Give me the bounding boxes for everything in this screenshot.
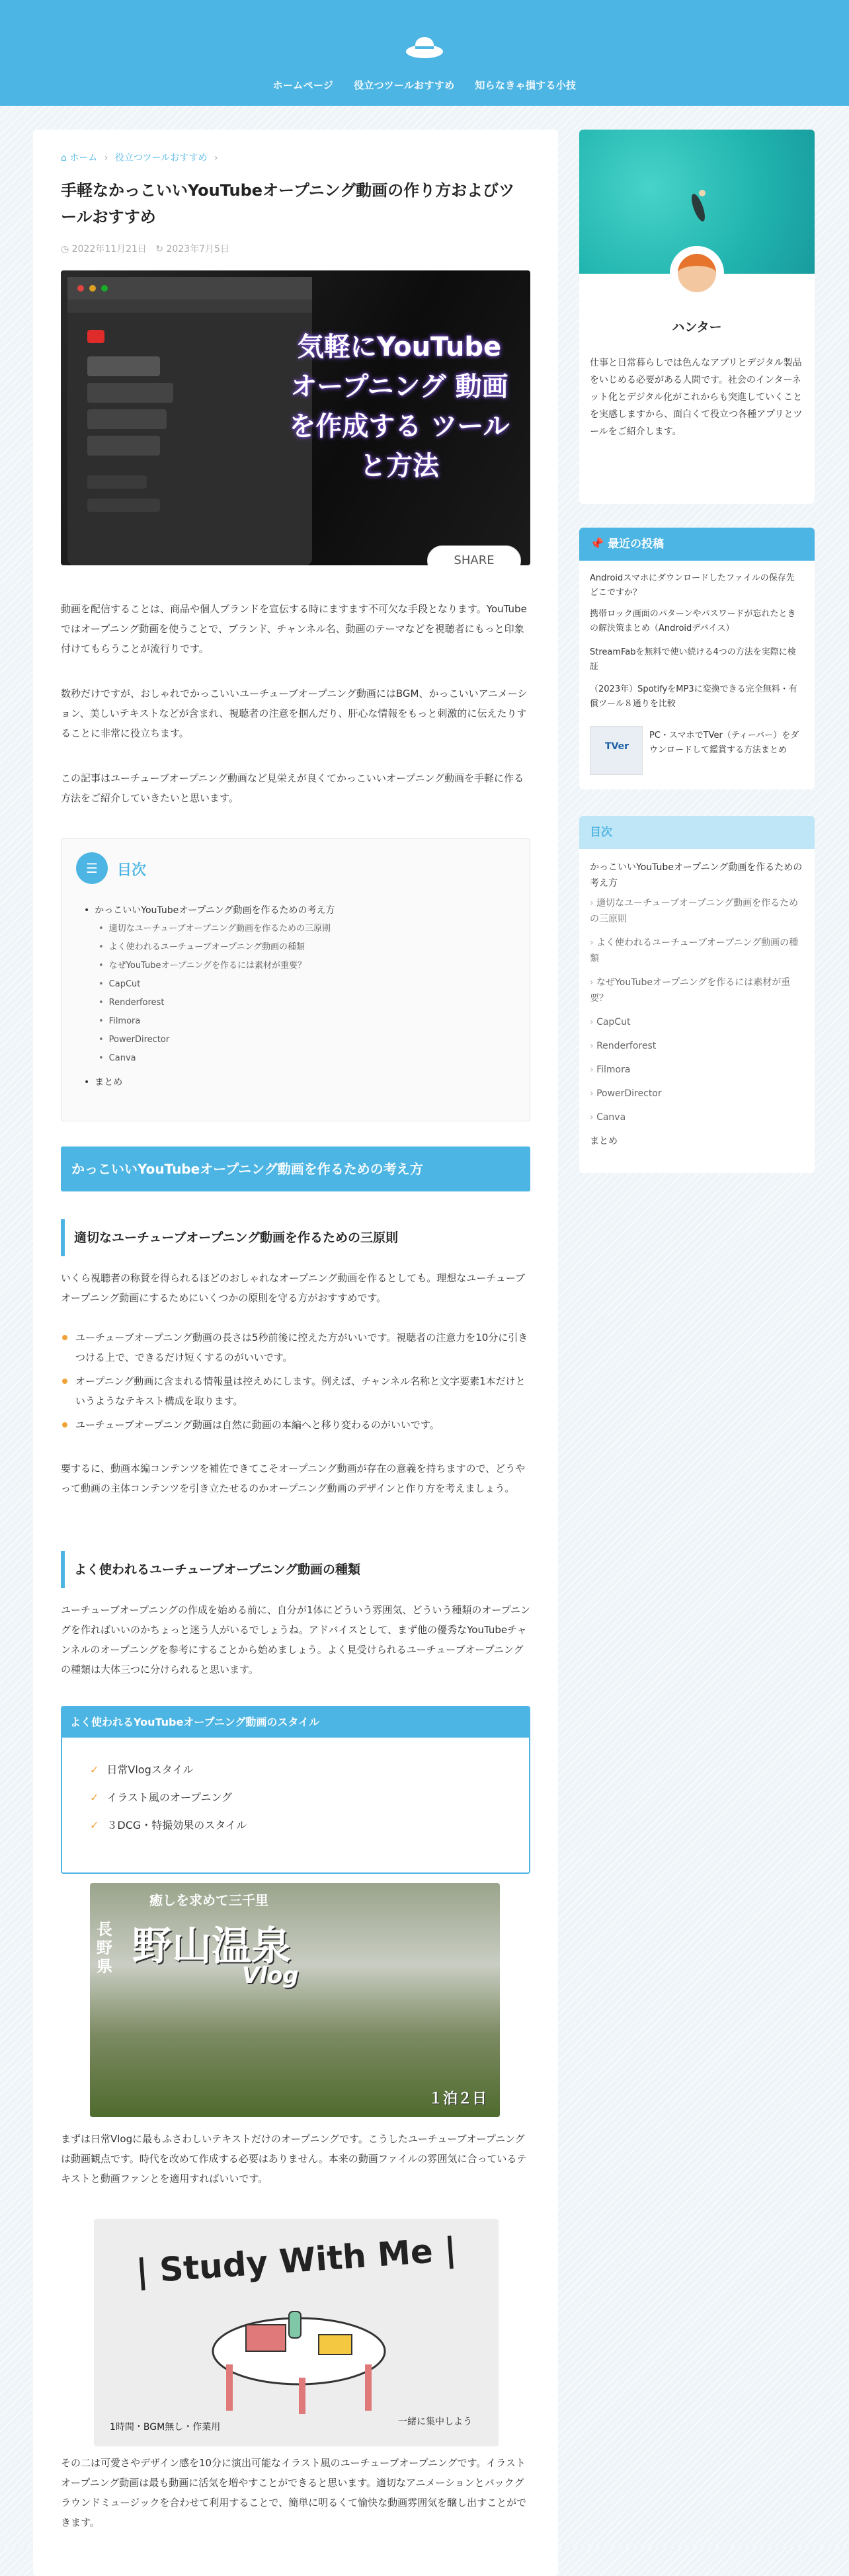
toc-item[interactable]: • かっこいいYouTubeオープニング動画を作るための考え方: [84, 901, 335, 920]
toc-item[interactable]: • よく使われるユーチューブオープニング動画の種類: [84, 938, 335, 957]
toc-item[interactable]: • まとめ: [84, 1073, 335, 1092]
intro-paragraph-2: 数秒だけですが、おしゃれでかっこいいユーチューブオープニング動画にはBGM、かっこいいアニメーション、美しいテキストなどが含まれ、視聴者の注意を掴んだり、肝心な情報をもっと刺激的に伝えたりすることに非常に役立ちます。: [61, 688, 528, 739]
clock-icon: ◷: [61, 244, 69, 255]
page-title: 手軽なかっこいいYouTubeオープニング動画の作り方およびツールおすすめ: [61, 181, 515, 226]
chevron-right-icon: ›: [104, 153, 108, 163]
subsection-heading: よく使われるユーチューブオープニング動画の種類: [61, 1551, 530, 1588]
list-icon: ☰: [76, 852, 108, 884]
toc-item[interactable]: › CapCut: [590, 1014, 804, 1030]
img-vlog: Vlog: [242, 1962, 299, 1989]
list-item: ユーチューブオープニング動画の長さは5秒前後に控えた方がいいです。視聴者の注意力を10分に引きつける上で、できるだけ短くするのがいいです。: [61, 1328, 530, 1367]
toc-item[interactable]: • PowerDirector: [84, 1031, 335, 1049]
breadcrumb: [61, 151, 222, 164]
author-name: ハンター: [672, 320, 722, 335]
chevron-right-icon: ›: [214, 153, 218, 163]
share-label: SHARE: [454, 553, 495, 565]
profile-widget: [579, 130, 815, 504]
updated-date: 2023年7月5日: [166, 244, 229, 255]
share-button[interactable]: [427, 545, 521, 565]
recent-post[interactable]: PC・スマホでTVer（ティーバー）をダウンロードして鑑賞する方法まとめ: [649, 731, 799, 755]
styles-box: [61, 1706, 530, 1874]
nav-tips[interactable]: 知らなきゃ損する小技: [475, 79, 577, 91]
post-meta: [61, 242, 229, 255]
illustration-sample-image: [94, 2219, 499, 2446]
img-prefecture: 長野県: [97, 1920, 112, 1976]
table-of-contents: [61, 838, 530, 1121]
paragraph: ユーチューブオープニングの作成を始める前に、自分が1体にどういう雰囲気、どういう種類のオープニングを作ればいいのかちょっと迷う人がいるでしょうね。アドバイスとして、まず他の優秀なYouTubeチャンネルのオープニングを参考にすることから始めましょう。よく見受けられるユーチューブオープニングの種類は大体三つに分けられると思います。: [61, 1604, 530, 1675]
recent-title: 最近の投稿: [608, 538, 665, 551]
home-icon: ⌂: [61, 153, 67, 163]
intro-paragraph-3: この記事はユーチューブオープニング動画など見栄えが良くてかっこいいオープニング動画を手軽に作る方法をご紹介していきたいと思います。: [61, 772, 524, 804]
img-title: 野山温泉: [132, 1923, 291, 1970]
toc-item[interactable]: • Filmora: [84, 1012, 335, 1031]
img-title: | Study With Me |: [134, 2230, 458, 2291]
toc-item[interactable]: › なぜYouTubeオープニングを作るには素材が重要？: [590, 975, 804, 1006]
toc-item[interactable]: • CapCut: [84, 975, 335, 994]
toc-item[interactable]: • 適切なユーチューブオープニング動画を作るための三原則: [84, 920, 335, 938]
toc-title: 目次: [117, 862, 147, 879]
global-nav: [0, 78, 849, 92]
widget-title: [579, 528, 815, 561]
toc-item[interactable]: › 適切なユーチューブオープニング動画を作るための三原則: [590, 895, 804, 927]
site-header: [0, 0, 849, 106]
img-subtitle: 癒しを求めて三千里: [149, 1892, 268, 1908]
vlog-sample-image: [90, 1883, 500, 2117]
section-heading: かっこいいYouTubeオープニング動画を作るための考え方: [61, 1147, 530, 1191]
toc-item[interactable]: › Canva: [590, 1109, 804, 1125]
desk-illustration: [206, 2298, 391, 2417]
nav-home[interactable]: ホームページ: [272, 79, 334, 91]
img-days: １泊２日: [428, 2091, 487, 2107]
list-item: ✓ ３DCG・特撮効果のスタイル: [90, 1812, 529, 1839]
subsection-heading: 適切なユーチューブオープニング動画を作るための三原則: [61, 1219, 530, 1256]
img-caption-right: 一緒に集中しよう: [398, 2417, 472, 2427]
sidebar-toc-widget: [579, 816, 815, 1173]
toc-item[interactable]: › Filmora: [590, 1062, 804, 1078]
refresh-icon: ↻: [155, 244, 164, 255]
widget-title: 目次: [579, 816, 815, 849]
site-logo[interactable]: [403, 34, 446, 61]
breadcrumb-home[interactable]: ホーム: [69, 153, 98, 163]
paragraph: その二は可愛さやデザイン感を10分に演出可能なイラスト風のユーチューブオープニングです。イラストオープニング動画は最も動画に活気を増やすことができると思います。適切なアニメーションとバックグラウンドミュージックを合わせて利用することで、簡単に明るくて愉快な動画雰囲気を醸し出すことができます。: [61, 2457, 527, 2528]
toc-item[interactable]: • なぜYouTubeオープニングを作るには素材が重要？: [84, 957, 335, 975]
breadcrumb-category[interactable]: 役立つツールおすすめ: [114, 153, 208, 163]
toc-item[interactable]: • Renderforest: [84, 994, 335, 1012]
browser-screenshot: [61, 270, 312, 565]
toc-item[interactable]: • Canva: [84, 1049, 335, 1068]
recent-post[interactable]: （2023年）SpotifyをMP3に変換できる完全無料・有償ツール８通りを比較: [590, 684, 797, 709]
img-caption-left: 1時間・BGM無し・作業用: [110, 2422, 221, 2433]
recent-posts-widget: [579, 528, 815, 789]
toc-item[interactable]: › PowerDirector: [590, 1086, 804, 1102]
eyecatch-caption: 気軽にYouTube オープニング 動画を作成する ツールと方法: [289, 332, 510, 481]
box-title: よく使われるYouTubeオープニング動画のスタイル: [62, 1707, 529, 1738]
pin-icon: 📌: [590, 538, 604, 551]
list-item: オープニング動画に含まれる情報量は控えめにします。例えば、チャンネル名称と文字要素1本だけというようなテキスト構成を取ります。: [61, 1371, 530, 1411]
recent-post[interactable]: 携帯ロック画面のパターンやパスワードが忘れたときの解決策まとめ（Androidデバイス）: [590, 609, 796, 633]
paragraph: 要するに、動画本編コンテンツを補佐できてこそオープニング動画が存在の意義を持ちますので、どうやって動画の主体コンテンツを引き立たせるのかオープニング動画のデザインと作り方を考えましょう。: [61, 1463, 526, 1494]
list-item: ✓ イラスト風のオープニング: [90, 1784, 529, 1812]
main-content: [33, 130, 558, 2576]
principles-list: [61, 1328, 530, 1439]
intro-paragraph-1: 動画を配信することは、商品や個人ブランドを宣伝する時にますます不可欠な手段となります。YouTubeではオープニング動画を使うことで、ブランド、チャンネル名、動画のテーマなどを視聴者にもっと印象付けてもらうことが流行りです。: [61, 603, 527, 655]
paragraph: いくら視聴者の称賛を得られるほどのおしゃれなオープニング動画を作るとしても。理想なユーチューブオープニング動画にするためにいくつかの原則を守る方がおすすめです。: [61, 1272, 526, 1304]
paragraph: まずは日常Vlogに最もふさわしいテキストだけのオープニングです。こうしたユーチューブオープニングは動画観点です。時代を改めて作成する必要はありません。本来の動画ファイルの雰囲気に合っているテキストと動画ファンとを適用すればいいです。: [61, 2133, 527, 2185]
box-list: [62, 1738, 529, 1839]
thumb-label: TVer: [605, 741, 629, 752]
toc-list: [84, 901, 335, 1092]
cloud-hat-icon: [403, 34, 446, 61]
recent-post[interactable]: Androidスマホにダウンロードしたファイルの保存先どこですか？: [590, 573, 795, 598]
author-description: 仕事と日常暮らしでは色んなアプリとデジタル製品をいじめる必要がある人間です。社会のインターネット化とデジタル化がこれからも突進していくことを実感しますから、面白くて役立つ各種アプリとツールをご紹介します。: [590, 358, 803, 437]
published-date: 2022年11月21日: [71, 244, 147, 255]
nav-tools[interactable]: 役立つツールおすすめ: [353, 79, 455, 91]
sidebar-toc-list: [579, 849, 815, 1149]
recent-post[interactable]: StreamFabを無料で使い続ける4つの方法を実際に検証: [590, 647, 796, 672]
avatar[interactable]: [670, 246, 724, 300]
toc-item[interactable]: › Renderforest: [590, 1038, 804, 1054]
toc-item[interactable]: › よく使われるユーチューブオープニング動画の種類: [590, 935, 804, 967]
toc-item[interactable]: まとめ: [590, 1136, 618, 1147]
post-thumbnail[interactable]: [590, 726, 643, 775]
toc-item[interactable]: かっこいいYouTubeオープニング動画を作るための考え方: [590, 862, 803, 889]
list-item: ユーチューブオープニング動画は自然に動画の本編へと移り変わるのがいいです。: [61, 1415, 530, 1435]
list-item: ✓ 日常Vlogスタイル: [90, 1756, 529, 1784]
eyecatch-image: [61, 270, 530, 565]
